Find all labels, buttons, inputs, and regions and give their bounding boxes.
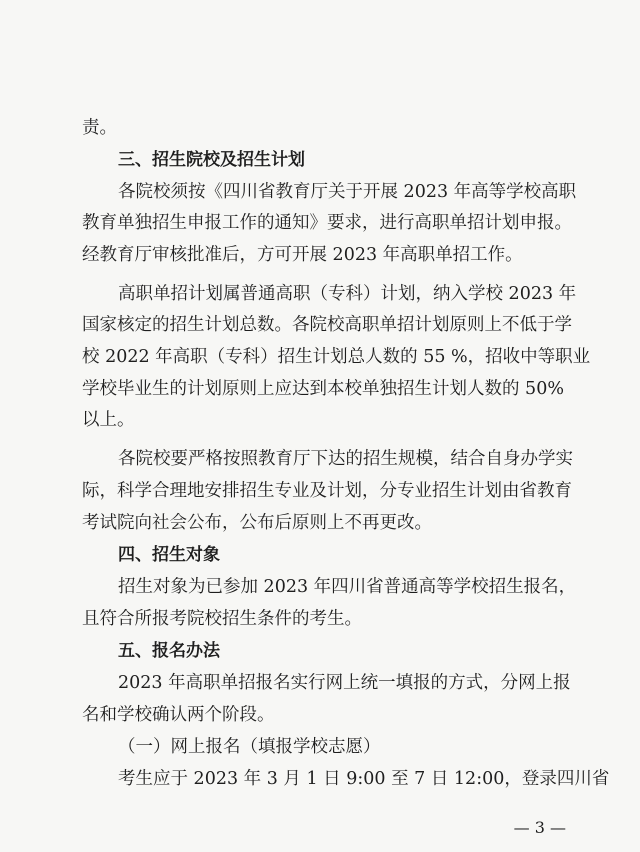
text-line: 际，科学合理地安排招生专业及计划，分专业招生计划由省教育	[82, 481, 572, 501]
text-line: 考试院向社会公布，公布后原则上不再更改。	[82, 513, 432, 533]
text-line: 各院校须按《四川省教育厅关于开展 2023 年高等学校高职	[118, 182, 577, 202]
text-line: 各院校要严格按照教育厅下达的招生规模，结合自身办学实	[118, 449, 573, 469]
text-line: 2023 年高职单招报名实行网上统一填报的方式，分网上报	[118, 673, 571, 693]
section-heading: 四、招生对象	[118, 545, 220, 565]
text-line: 经教育厅审核批准后，方可开展 2023 年高职单招工作。	[82, 245, 523, 265]
text-line: 名和学校确认两个阶段。	[82, 705, 275, 725]
section-heading: 五、报名办法	[118, 641, 220, 661]
text-line: 且符合所报考院校招生条件的考生。	[82, 609, 362, 629]
section-heading: 三、招生院校及招生计划	[118, 150, 305, 170]
text-line: 学校毕业生的计划原则上应达到本校单独招生计划人数的 50%	[82, 379, 564, 399]
subsection-heading: （一）网上报名（填报学校志愿）	[118, 737, 381, 757]
text-line: 教育单独招生申报工作的通知》要求，进行高职单招计划申报。	[82, 213, 572, 233]
text-line: 考生应于 2023 年 3 月 1 日 9:00 至 7 日 12:00，登录四川省	[118, 769, 610, 789]
text-line: 校 2022 年高职（专科）招生计划总人数的 55 %，招收中等职业	[82, 347, 591, 367]
text-line: 以上。	[82, 410, 135, 430]
text-line: 责。	[82, 118, 117, 138]
page-number: — 3 —	[513, 818, 566, 837]
text-line: 高职单招计划属普通高职（专科）计划，纳入学校 2023 年	[118, 284, 577, 304]
text-line: 国家核定的招生计划总数。各院校高职单招计划原则上不低于学	[82, 315, 572, 335]
text-line: 招生对象为已参加 2023 年四川省普通高等学校招生报名，	[118, 577, 577, 597]
